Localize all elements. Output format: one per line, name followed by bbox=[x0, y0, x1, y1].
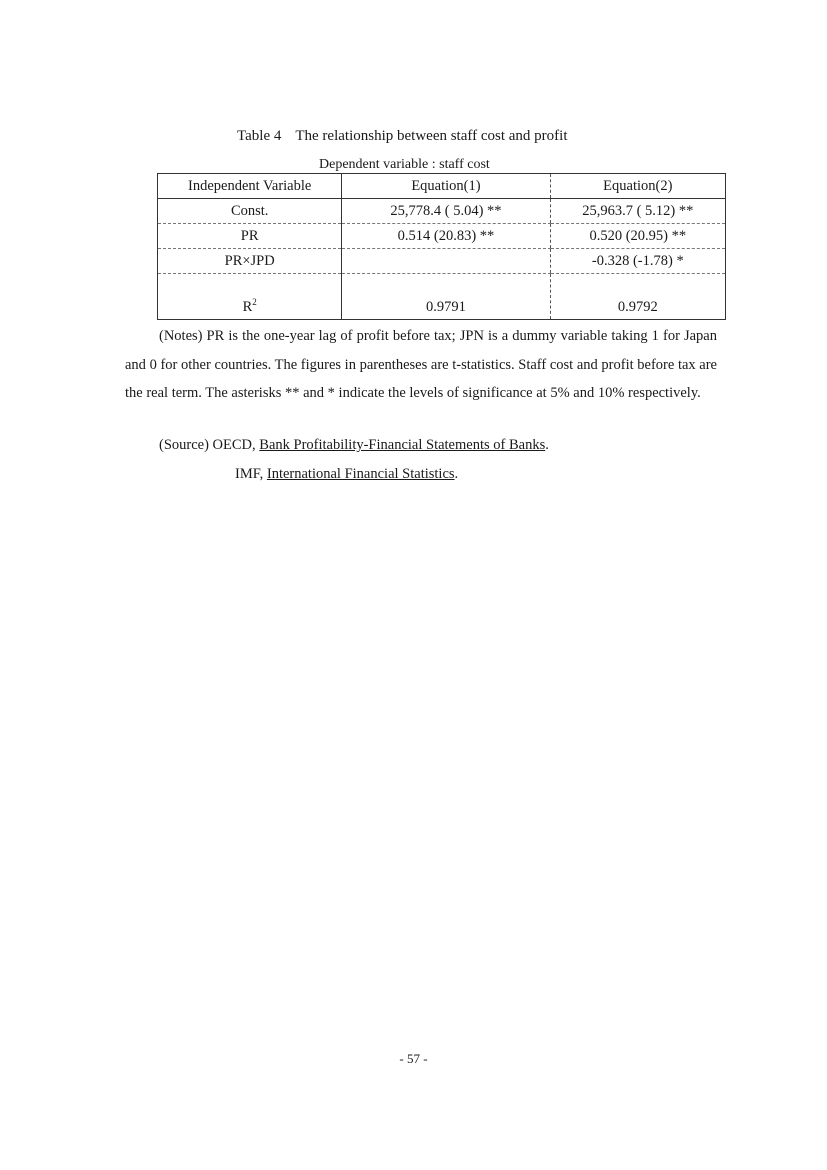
table-header-row bbox=[158, 174, 726, 199]
oecd-period: . bbox=[545, 437, 549, 453]
regression-table bbox=[157, 173, 726, 320]
page-number: - 57 - bbox=[399, 1051, 428, 1066]
r-squared-exponent: 2 bbox=[252, 297, 257, 308]
row-eq2-value: 0.9792 bbox=[550, 274, 725, 320]
r-squared-symbol: R bbox=[242, 299, 253, 315]
dependent-variable-label: Dependent variable : staff cost bbox=[319, 157, 490, 172]
imf-publication-title: International Financial Statistics bbox=[266, 466, 455, 482]
imf-label: IMF, bbox=[235, 466, 264, 482]
row-eq2-value: -0.328 (-1.78) * bbox=[550, 249, 725, 274]
table-title bbox=[237, 128, 568, 145]
row-eq2-value: 25,963.7 ( 5.12) ** bbox=[550, 199, 725, 224]
table-row bbox=[158, 274, 726, 320]
row-eq1-value: 25,778.4 ( 5.04) ** bbox=[342, 199, 550, 224]
row-eq1-value: 0.9791 bbox=[342, 274, 550, 320]
oecd-publication-title: Bank Profitability-Financial Statements of Banks bbox=[259, 437, 546, 453]
row-eq1-value: 0.514 (20.83) ** bbox=[342, 224, 550, 249]
header-independent-variable: Independent Variable bbox=[158, 174, 342, 199]
header-equation-1: Equation(1) bbox=[342, 174, 550, 199]
row-eq1-value bbox=[342, 249, 550, 274]
table-row bbox=[158, 199, 726, 224]
table-row bbox=[158, 224, 726, 249]
notes-paragraph: (Notes) PR is the one-year lag of profit before tax; JPN is a dummy variable taking 1 for Japan and 0 for other countries. The figures in parentheses are t-statistics. Staff cost and profit before tax are the real term. The asterisks ** and * indicate the levels of significance at 5% and 10% respectively. bbox=[125, 328, 717, 401]
row-variable: PR bbox=[158, 224, 342, 249]
table-notes bbox=[125, 322, 717, 408]
table-number: Table 4 bbox=[237, 128, 282, 144]
row-variable-r-squared bbox=[158, 274, 342, 320]
table-caption: The relationship between staff cost and profit bbox=[295, 128, 568, 144]
source-line-imf bbox=[235, 466, 458, 483]
row-variable: Const. bbox=[158, 199, 342, 224]
source-label: (Source) OECD, bbox=[159, 437, 256, 453]
header-equation-2: Equation(2) bbox=[550, 174, 725, 199]
row-variable: PR×JPD bbox=[158, 249, 342, 274]
source-line-oecd bbox=[159, 437, 549, 454]
row-eq2-value: 0.520 (20.95) ** bbox=[550, 224, 725, 249]
imf-period: . bbox=[454, 466, 459, 482]
table-row bbox=[158, 249, 726, 274]
